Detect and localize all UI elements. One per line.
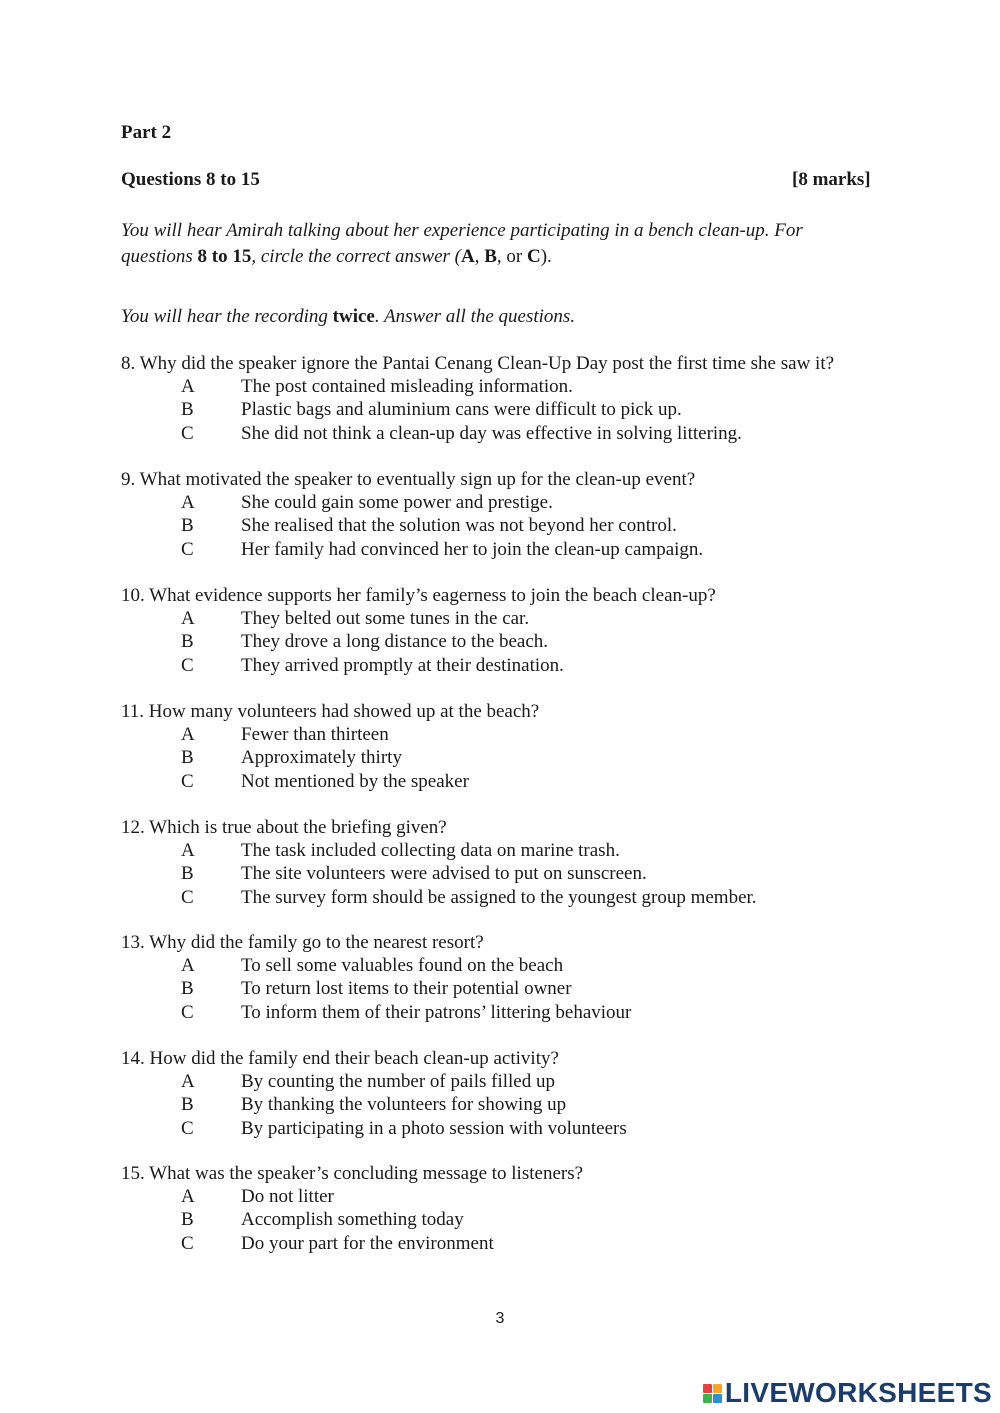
option-a[interactable]	[121, 1185, 583, 1208]
option-a[interactable]	[121, 607, 716, 630]
option-letter: B	[181, 1094, 194, 1116]
option-text: They arrived promptly at their destination.	[241, 654, 564, 676]
option-b[interactable]	[121, 630, 716, 653]
question-text: 8. Why did the speaker ignore the Pantai Cenang Clean-Up Day post the first time she saw it?	[121, 353, 835, 374]
option-c[interactable]	[121, 422, 834, 445]
option-letter: A	[181, 955, 195, 976]
option-a[interactable]	[121, 1070, 627, 1093]
option-text: Fewer than thirteen	[241, 724, 389, 745]
option-a[interactable]	[121, 491, 703, 514]
badge-square	[713, 1394, 722, 1403]
option-text: To sell some valuables found on the beach	[241, 955, 564, 976]
option-text: She did not think a clean-up day was effective in solving littering.	[241, 422, 742, 444]
instruction-line-2: questions 8 to 15, circle the correct answer (A, B, or C).	[121, 246, 552, 267]
option-letter: A	[181, 1071, 195, 1092]
option-c[interactable]	[121, 654, 716, 677]
option-letter: C	[181, 654, 194, 676]
option-c[interactable]	[121, 770, 539, 793]
page-number: 3	[495, 1310, 505, 1327]
option-c[interactable]	[121, 538, 703, 561]
option-letter: C	[181, 538, 194, 560]
option-text: By thanking the volunteers for showing up	[241, 1094, 567, 1116]
option-letter: B	[181, 631, 194, 653]
badge-square	[703, 1394, 712, 1403]
question-15	[121, 1162, 583, 1255]
option-text: They drove a long distance to the beach.	[241, 631, 549, 653]
option-letter: A	[181, 608, 195, 629]
option-b[interactable]	[121, 977, 631, 1000]
option-text: To inform them of their patrons’ littering behaviour	[241, 1001, 632, 1023]
option-text: Not mentioned by the speaker	[241, 770, 469, 792]
option-letter: B	[181, 747, 194, 769]
option-text: Her family had convinced her to join the clean-up campaign.	[241, 538, 704, 560]
option-b[interactable]	[121, 1093, 627, 1116]
option-c[interactable]	[121, 1117, 627, 1140]
question-text: 10. What evidence supports her family’s eagerness to join the beach clean-up?	[121, 585, 716, 606]
question-9	[121, 468, 703, 561]
option-text: Plastic bags and aluminium cans were difficult to pick up.	[241, 399, 682, 421]
option-b[interactable]	[121, 1208, 583, 1231]
question-10	[121, 584, 716, 677]
option-b[interactable]	[121, 514, 703, 537]
logo-badge-icon	[703, 1384, 722, 1403]
question-text: 14. How did the family end their beach clean-up activity?	[121, 1048, 559, 1069]
option-a[interactable]	[121, 723, 539, 746]
option-letter: C	[181, 770, 194, 792]
instruction-line-3: You will hear the recording twice. Answer all the questions.	[121, 306, 576, 327]
option-text: Do not litter	[241, 1186, 334, 1207]
option-a[interactable]	[121, 839, 757, 862]
option-c[interactable]	[121, 886, 757, 909]
option-text: The post contained misleading information.	[241, 376, 573, 397]
option-letter: C	[181, 1117, 194, 1139]
question-text: 9. What motivated the speaker to eventually sign up for the clean-up event?	[121, 469, 696, 490]
part-title: Part 2	[121, 122, 172, 143]
option-letter: A	[181, 1186, 195, 1207]
question-13	[121, 931, 631, 1024]
option-letter: C	[181, 1232, 194, 1254]
question-8	[121, 352, 834, 445]
question-11	[121, 700, 539, 793]
option-text: Accomplish something today	[241, 1209, 464, 1231]
marks-label: [8 marks]	[792, 169, 871, 190]
option-text: To return lost items to their potential owner	[241, 978, 572, 1000]
option-text: She realised that the solution was not beyond her control.	[241, 515, 677, 537]
question-12	[121, 816, 757, 909]
option-text: Do your part for the environment	[241, 1232, 494, 1254]
option-text: The survey form should be assigned to the youngest group member.	[241, 886, 757, 908]
option-letter: A	[181, 840, 195, 861]
option-letter: A	[181, 724, 195, 745]
option-c[interactable]	[121, 1001, 631, 1024]
option-text: By counting the number of pails filled up	[241, 1071, 555, 1092]
instruction-line-1: You will hear Amirah talking about her experience participating in a bench clean-up. For	[121, 220, 803, 241]
option-text: They belted out some tunes in the car.	[241, 608, 530, 629]
question-text: 12. Which is true about the briefing given?	[121, 817, 447, 838]
option-letter: B	[181, 1209, 194, 1231]
logo-text: LIVEWORKSHEETS	[724, 1377, 992, 1408]
option-text: The task included collecting data on marine trash.	[241, 840, 620, 861]
question-14	[121, 1047, 627, 1140]
question-text: 15. What was the speaker’s concluding message to listeners?	[121, 1163, 584, 1184]
questions-range-heading: Questions 8 to 15	[121, 169, 260, 190]
option-a[interactable]	[121, 954, 631, 977]
option-b[interactable]	[121, 746, 539, 769]
option-letter: C	[181, 886, 194, 908]
option-b[interactable]	[121, 398, 834, 421]
option-text: She could gain some power and prestige.	[241, 492, 553, 513]
option-letter: A	[181, 492, 195, 513]
badge-square	[713, 1384, 722, 1393]
option-b[interactable]	[121, 862, 757, 885]
question-text: 13. Why did the family go to the nearest resort?	[121, 932, 484, 953]
badge-square	[703, 1384, 712, 1393]
option-letter: A	[181, 376, 195, 397]
option-text: Approximately thirty	[241, 747, 402, 769]
option-letter: C	[181, 422, 194, 444]
liveworksheets-logo[interactable]	[703, 1377, 992, 1409]
option-text: By participating in a photo session with volunteers	[241, 1117, 627, 1139]
option-c[interactable]	[121, 1232, 583, 1255]
option-letter: B	[181, 978, 194, 1000]
option-letter: C	[181, 1001, 194, 1023]
option-a[interactable]	[121, 375, 834, 398]
question-text: 11. How many volunteers had showed up at the beach?	[121, 701, 540, 722]
option-letter: B	[181, 863, 194, 885]
option-text: The site volunteers were advised to put on sunscreen.	[241, 863, 647, 885]
option-letter: B	[181, 399, 194, 421]
option-letter: B	[181, 515, 194, 537]
